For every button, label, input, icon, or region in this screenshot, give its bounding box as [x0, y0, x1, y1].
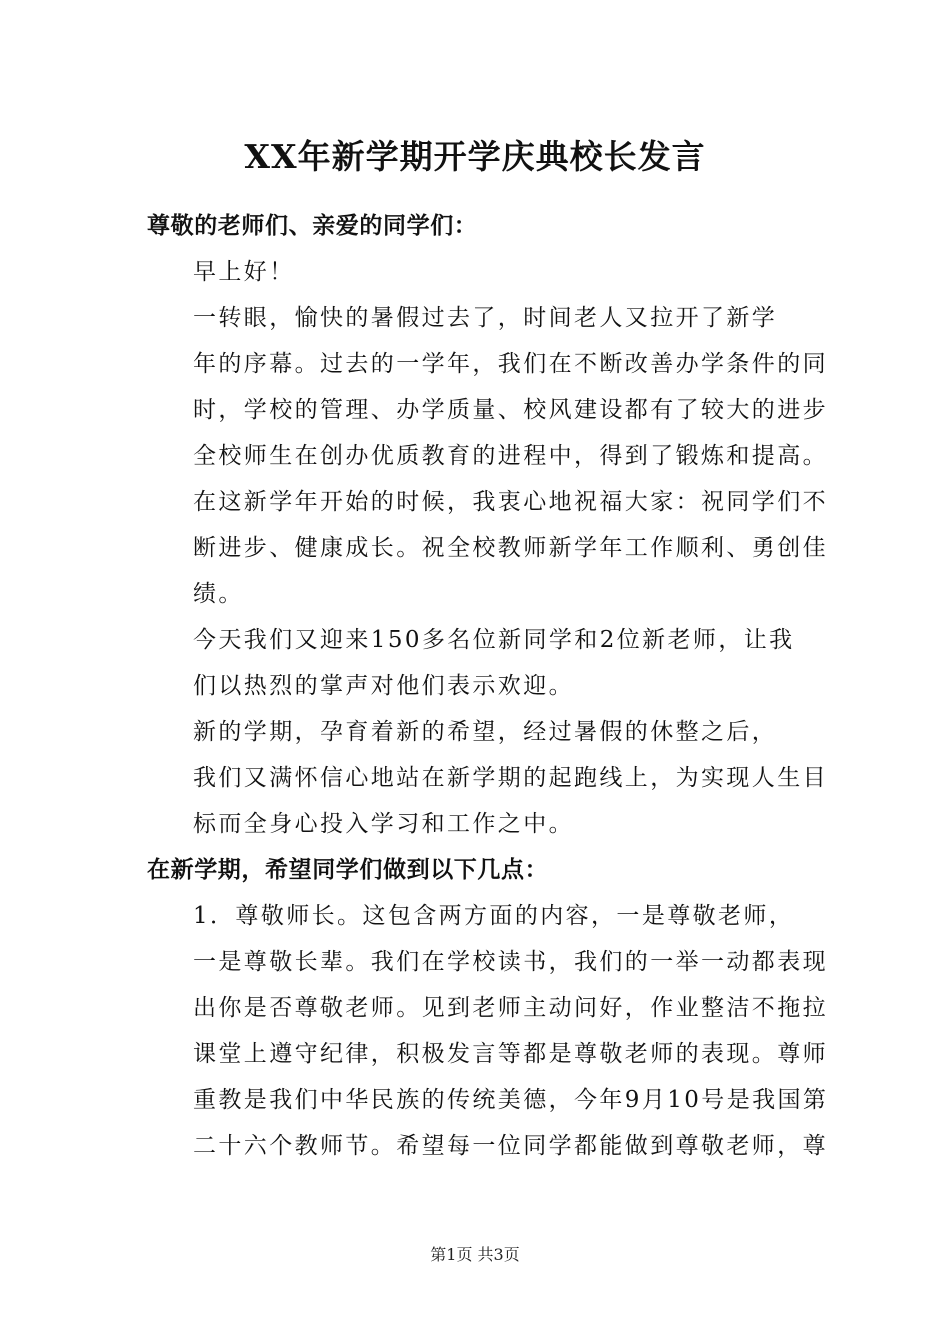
text-line: 二十六个教师节。希望每一位同学都能做到尊敬老师，尊 [193, 1133, 828, 1159]
text-line: 们以热烈的掌声对他们表示欢迎。 [193, 673, 574, 699]
text-line: 出你是否尊敬老师。见到老师主动问好，作业整洁不拖拉 [193, 995, 828, 1021]
text-line: 时，学校的管理、办学质量、校风建设都有了较大的进步 [193, 397, 828, 423]
paragraph-list [147, 249, 829, 1169]
text-line: 我们又满怀信心地站在新学期的起跑线上，为实现人生目 [193, 765, 828, 791]
text-line: 一转眼，愉快的暑假过去了，时间老人又拉开了新学 [193, 305, 778, 331]
paragraph [147, 249, 807, 295]
text-line: 在这新学年开始的时候，我衷心地祝福大家：祝同学们不 [193, 489, 828, 515]
document-title: XX年新学期开学庆典校长发言 [244, 137, 706, 176]
text-line: 全校师生在创办优质教育的进程中，得到了锻炼和提高。 [193, 443, 828, 469]
text-line: 断进步、健康成长。祝全校教师新学年工作顺利、勇创佳 [193, 535, 828, 561]
paragraph [147, 709, 828, 847]
text-line: 新的学期，孕育着新的希望，经过暑假的休整之后， [193, 719, 778, 745]
text-line: 早上好！ [193, 259, 295, 285]
text-line: 课堂上遵守纪律，积极发言等都是尊敬老师的表现。尊师 [193, 1041, 828, 1067]
text-line: 1．尊敬师长。这包含两方面的内容，一是尊敬老师， [193, 903, 795, 929]
paragraph [147, 893, 829, 1169]
paragraph [147, 295, 828, 617]
paragraph [147, 617, 807, 709]
text-line: 重教是我们中华民族的传统美德，今年9月10号是我国第 [193, 1087, 829, 1113]
text-line: 一是尊敬长辈。我们在学校读书，我们的一举一动都表现 [193, 949, 828, 975]
text-line: 今天我们又迎来150多名位新同学和2位新老师，让我 [193, 627, 795, 653]
salutation: 尊敬的老师们、亲爱的同学们： [147, 212, 478, 239]
document-body [147, 203, 829, 1169]
section-heading [147, 847, 807, 893]
text-line: 年的序幕。过去的一学年，我们在不断改善办学条件的同 [193, 351, 828, 377]
text-line: 标而全身心投入学习和工作之中。 [193, 811, 574, 837]
text-line: 绩。 [193, 581, 244, 607]
text-line: 在新学期，希望同学们做到以下几点： [147, 856, 549, 883]
page-footer: 第1页 共3页 [430, 1245, 520, 1264]
